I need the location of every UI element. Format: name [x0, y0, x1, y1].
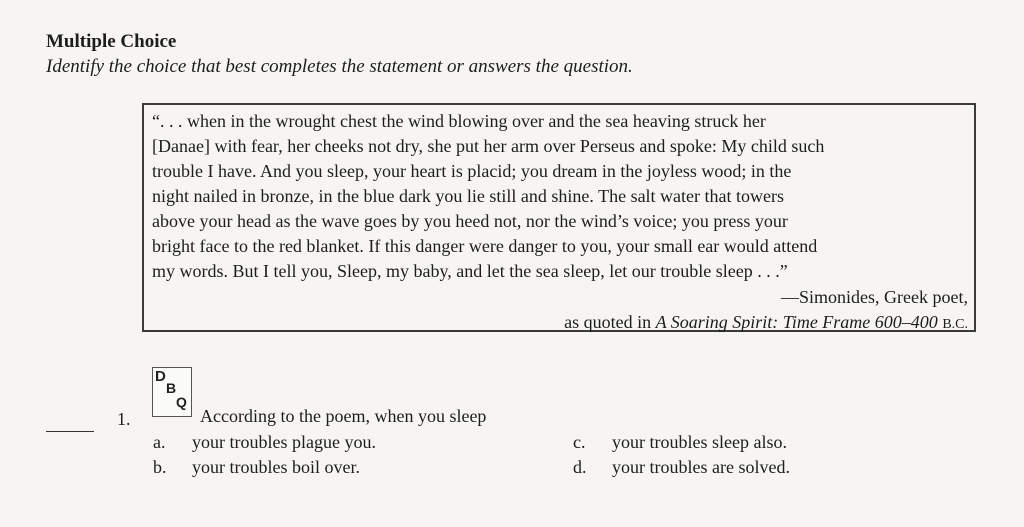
choice-text: your troubles sleep also. — [612, 432, 787, 452]
choice-letter: b. — [153, 457, 167, 477]
dbq-letter-b: B — [166, 380, 177, 396]
dbq-icon — [152, 367, 192, 417]
question-number: 1. — [117, 409, 131, 429]
choice-text: your troubles boil over. — [192, 457, 360, 477]
question-stem: According to the poem, when you sleep — [200, 406, 487, 426]
choice-text: your troubles are solved. — [612, 457, 790, 477]
passage-author: —Simonides, Greek poet, — [781, 287, 968, 307]
passage-source — [564, 310, 968, 337]
source-prefix: as quoted in — [564, 312, 656, 332]
choice-text: your troubles plague you. — [192, 432, 376, 452]
passage-box — [142, 103, 976, 332]
choice-letter: c. — [573, 432, 586, 452]
answer-blank[interactable] — [46, 431, 94, 432]
source-era: B.C. — [942, 317, 968, 332]
passage-text: “. . . when in the wrought chest the wind blowing over and the sea heaving struck her [Danae] with fear, her cheeks not dry, she put her arm over Perseus and spoke: My child such trouble I have. And you sleep, your heart is placid; you dream in the joyless wood; in the night nailed in bronze, in the blue dark you lie still and shine. The salt water that towers above your head as the wave goes by you heed not, nor the wind’s voice; you press your bright face to the red blanket. If this danger were danger to you, your small ear would attend my words. But I tell you, Sleep, my baby, and let the sea sleep, let our trouble sleep . . .” — [152, 111, 825, 281]
section-instructions: Identify the choice that best completes the statement or answers the question. — [46, 56, 633, 77]
choice-letter: a. — [153, 432, 166, 452]
dbq-letter-d: D — [155, 368, 166, 385]
choice-letter: d. — [573, 457, 587, 477]
dbq-letter-q: Q — [176, 394, 187, 410]
source-title: A Soaring Spirit: Time Frame 600–400 — [655, 312, 938, 332]
section-heading: Multiple Choice — [46, 31, 177, 52]
